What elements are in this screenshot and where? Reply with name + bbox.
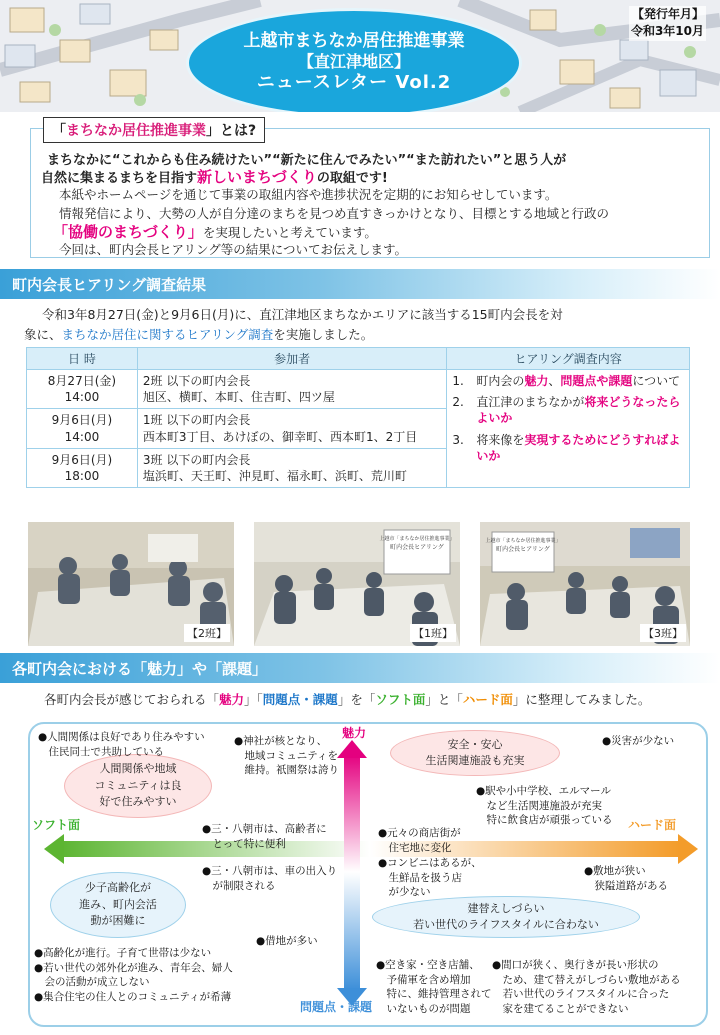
photo-caption: 【3班】 <box>640 624 686 642</box>
hearing-contents-list <box>447 370 690 488</box>
summary-oval-hard-attraction: 安全・安心 生活関連施設も充実 <box>390 730 560 776</box>
list-item: 2. 直江津のまちなかが将来どうなったらよいか <box>452 395 681 426</box>
intro-line-6: 今回は、町内会長ヒアリング等の結果についてお伝えします。 <box>59 242 408 257</box>
intro-heading: 「まちなか居住推進事業」とは? <box>43 117 265 143</box>
note-hard-attraction-3: ●元々の商店街が 住宅地に変化 <box>378 827 461 854</box>
meeting-photo-group2 <box>28 522 234 646</box>
intro-line-1: まちなかに“これからも住み続けたい”“新たに住んでみたい”“また訪れたい”と思う人が <box>47 153 567 168</box>
table-header-contents: ヒアリング調査内容 <box>447 348 690 370</box>
attractions-description: 各町内会長が感じておられる「魅力」「問題点・課題」を「ソフト面」と「ハード面」に整理してみました。 <box>44 692 651 707</box>
district-title: 【直江津地区】 <box>297 52 410 72</box>
table-row: 9月6日(月) 18:00 3班 以下の町内会長 塩浜町、天王町、沖見町、福永町、浜町、荒川町 <box>27 448 690 487</box>
section-title-hearing: 町内会長ヒアリング調査結果 <box>12 276 207 294</box>
note-soft-issue-3: ●高齢化が進行。子育て世帯は少ない ●若い世代の郊外化が進み、青年会、婦人 会の活動が成立しない ●集合住宅の住人とのコミュニティが希薄 <box>34 947 233 1004</box>
list-item: 1. 町内会の魅力、問題点や課題について <box>452 374 681 388</box>
intro-line-4: 情報発信により、大勢の人が自分達のまちを見つめ直すきっかけとなり、目標とする地域と行政の <box>59 206 610 221</box>
svg-text:上越市「まちなか居住推進事業」: 上越市「まちなか居住推進事業」 <box>379 536 455 542</box>
section-title-attractions: 各町内会における「魅力」や「課題」 <box>12 660 268 678</box>
summary-oval-soft-attraction: 人間関係や地域 コミュニティは良 好で住みやすい <box>64 754 212 818</box>
note-hard-issue-3: ●空き家・空き店舗、 予備軍を含め増加 特に、維持管理されて いないものが問題 <box>376 959 492 1016</box>
publication-date-label: 【発行年月】 <box>631 7 704 21</box>
list-item: 3. 将来像を実現するためにどうすればよいか <box>452 432 681 463</box>
table-row: 9月6日(月) 14:00 1班 以下の町内会長 西本町3丁目、あけぼの、御幸町、西本町1、2丁目 <box>27 409 690 448</box>
intro-box <box>30 123 710 258</box>
table-header-datetime: 日 時 <box>27 348 138 370</box>
summary-oval-hard-issues: 建替えしづらい 若い世代のライフスタイルに合わない <box>372 896 640 938</box>
table-header-participants: 参加者 <box>137 348 446 370</box>
meeting-photo-group1 <box>254 522 460 646</box>
attractions-issues-matrix <box>28 722 708 1027</box>
note-soft-attraction-1: ●人間関係は良好であり住みやすい 住民同士で共助している <box>38 731 205 758</box>
intro-line-5: 「協働のまちづくり」を実現したいと考えています。 <box>53 223 377 241</box>
note-hard-issue-4: ●間口が狭く、奥行きが長い形状の ため、建て替えがしづらい敷地がある 若い世代のライフスタイルに合った 家を建てることができない <box>492 959 681 1016</box>
project-title: 上越市まちなか居住推進事業 <box>243 31 465 52</box>
svg-text:町内会長ヒアリング: 町内会長ヒアリング <box>496 546 550 553</box>
note-soft-attraction-2: ●神社が核となり、 地域コミュニティを 維持。祇園祭は誇り <box>234 735 339 777</box>
note-hard-issue-1: ●コンビニはあるが、 生鮮品を扱う店 が少ない <box>378 857 482 899</box>
publication-date <box>629 6 706 41</box>
summary-oval-soft-issues: 少子高齢化が 進み、町内会活 動が困難に <box>50 872 186 938</box>
publication-date-value: 令和3年10月 <box>630 24 704 39</box>
intro-line-3: 本紙やホームページを通じて事業の取組内容や進捗状況を定期的にお知らせしています。 <box>59 187 558 202</box>
header-banner <box>0 0 720 112</box>
section-header-attractions <box>0 653 720 683</box>
newsletter-title-badge <box>186 8 522 112</box>
svg-text:上越市「まちなか居住推進事業」: 上越市「まちなか居住推進事業」 <box>485 538 561 544</box>
note-hard-attraction-1: ●災害が少ない <box>602 735 675 747</box>
axis-label-attraction: 魅力 <box>342 726 367 740</box>
photo-caption: 【1班】 <box>410 624 456 642</box>
axis-label-issues: 問題点・課題 <box>300 1000 373 1014</box>
meeting-photo-group3 <box>480 522 690 646</box>
section-header-hearing <box>0 269 720 299</box>
intro-line-2: 自然に集まるまちを目指す新しいまちづくりの取組です! <box>41 168 388 186</box>
hearing-schedule-table <box>26 347 690 488</box>
axis-label-hard: ハード面 <box>628 818 677 832</box>
axis-label-soft: ソフト面 <box>32 818 81 832</box>
svg-text:町内会長ヒアリング: 町内会長ヒアリング <box>390 544 444 551</box>
newsletter-volume: ニュースレター Vol.2 <box>256 72 452 94</box>
note-soft-attraction-3: ●三・八朝市は、高齢者に とって特に便利 <box>202 823 327 850</box>
note-hard-issue-2: ●敷地が狭い 狭隘道路がある <box>584 865 668 892</box>
photo-caption: 【2班】 <box>184 624 230 642</box>
hearing-description: 令和3年8月27日(金)と9月6日(月)に、直江津地区まちなかエリアに該当する15町内会長を対 象に、まちなか居住に関するヒアリング調査を実施しました。 <box>24 307 563 343</box>
note-soft-issue-2: ●借地が多い <box>256 935 318 947</box>
table-row: 8月27日(金) 14:00 2班 以下の町内会長 旭区、横町、本町、住吉町、四ツ屋 1. 町内会の魅力、問題点や課題について 2. 直江津のまちなかが将来どうなったらよいか 3. 将来像を実現するためにどうすればよいか <box>27 370 690 409</box>
note-soft-issue-1: ●三・八朝市は、車の出入り が制限される <box>202 865 338 892</box>
intro-heading-emphasis: まちなか居住推進事業 <box>66 123 206 139</box>
note-hard-attraction-2: ●駅や小中学校、エルマール など生活関連施設が充実 特に飲食店が頑張っている <box>476 785 613 827</box>
